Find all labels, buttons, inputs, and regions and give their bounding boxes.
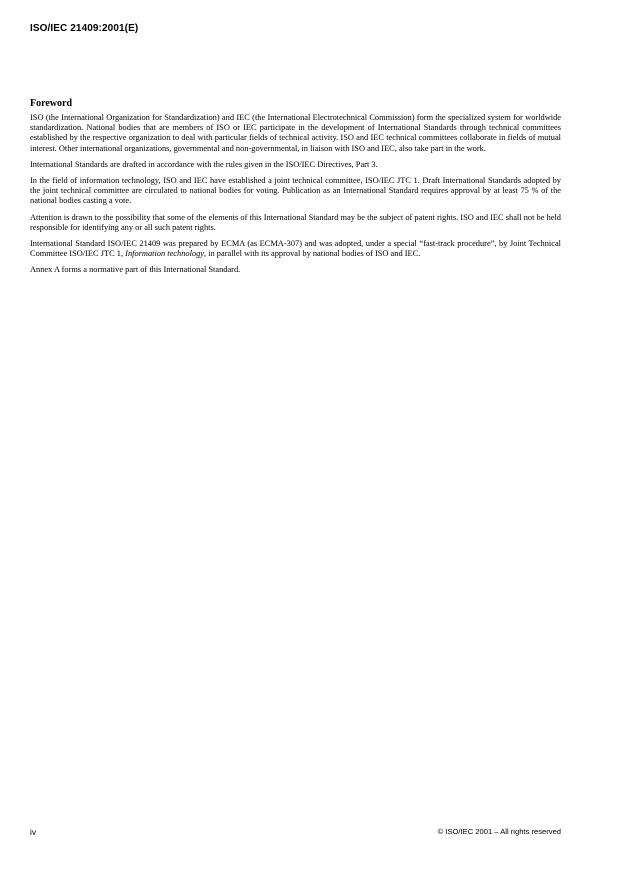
foreword-title: Foreword (30, 98, 73, 109)
foreword-paragraph-6: Annex A forms a normative part of this International Standard. (30, 265, 241, 275)
foreword-paragraph-3: In the field of information technology, ISO and IEC have established a joint technical committee, ISO/IEC JTC 1. Draft International Standards adopted by the joint technical committee are circulated to national bodies for voting. Publication as an International Standard requires approval by at least 75 % of the national bodies casting a vote. (30, 176, 561, 206)
foreword-section (30, 98, 561, 276)
foreword-paragraph-5 (30, 239, 561, 259)
document-id-header: ISO/IEC 21409:2001(E) (30, 23, 139, 34)
foreword-paragraph-2: International Standards are drafted in accordance with the rules given in the ISO/IEC Directives, Part 3. (30, 159, 378, 169)
paragraph-5-text-start: International Standard ISO/IEC 21409 was prepared by ECMA (as ECMA-307) and was adopted, under a special “fast-track procedure”, by Joint Technical Committee ISO/IEC JTC 1, (30, 239, 561, 259)
committee-name-italic: Information technology (125, 249, 205, 259)
page-number: iv (30, 827, 37, 837)
foreword-paragraph-1: ISO (the International Organization for Standardization) and IEC (the International Electrotechnical Commission) form the specialized system for worldwide standardization. National bodies that are members of ISO or IEC participate in the development of International Standards through technical committees established by the respective organization to deal with particular fields of technical activity. ISO and IEC technical committees collaborate in fields of mutual interest. Other international organizations, governmental and non-governmental, in liaison with ISO and IEC, also take part in the work. (30, 113, 561, 153)
foreword-paragraph-4: Attention is drawn to the possibility that some of the elements of this International Standard may be the subject of patent rights. ISO and IEC shall not be held responsible for identifying any or all such patent rights. (30, 212, 561, 232)
paragraph-5-text-end: , in parallel with its approval by national bodies of ISO and IEC. (204, 249, 421, 259)
copyright-notice: © ISO/IEC 2001 – All rights reserved (437, 827, 561, 836)
